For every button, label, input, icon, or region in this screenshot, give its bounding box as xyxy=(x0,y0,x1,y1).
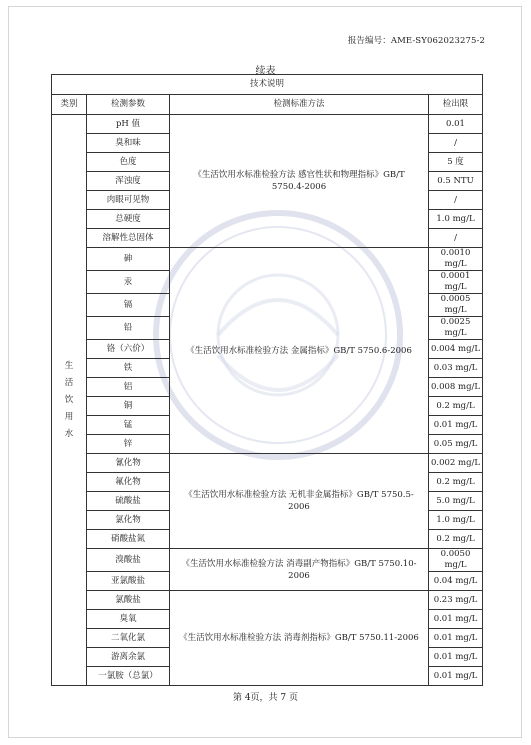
parameter-cell: 溶解性总固体 xyxy=(87,229,170,248)
parameter-cell: 肉眼可见物 xyxy=(87,191,170,210)
limit-cell: 0.2 mg/L xyxy=(429,397,483,416)
limit-cell: 0.01 mg/L xyxy=(429,648,483,667)
table-row xyxy=(52,115,483,134)
limit-cell: 0.0001 mg/L xyxy=(429,271,483,294)
limit-cell: 0.2 mg/L xyxy=(429,530,483,549)
method-cell: 《生活饮用水标准检验方法 消毒剂指标》GB/T 5750.11-2006 xyxy=(170,591,429,686)
parameter-cell: 铜 xyxy=(87,397,170,416)
limit-cell: 0.03 mg/L xyxy=(429,359,483,378)
parameter-cell: 臭和味 xyxy=(87,134,170,153)
col-header-category: 类别 xyxy=(52,95,87,115)
limit-cell: / xyxy=(429,191,483,210)
parameter-cell: 氯酸盐 xyxy=(87,591,170,610)
limit-cell: 0.004 mg/L xyxy=(429,340,483,359)
parameter-cell: 二氧化氯 xyxy=(87,629,170,648)
limit-cell: 0.01 mg/L xyxy=(429,416,483,435)
parameter-cell: 亚氯酸盐 xyxy=(87,572,170,591)
method-cell: 《生活饮用水标准检验方法 感官性状和物理指标》GB/T 5750.4-2006 xyxy=(170,115,429,248)
limit-cell: 0.5 NTU xyxy=(429,172,483,191)
parameter-cell: pH 值 xyxy=(87,115,170,134)
parameter-cell: 砷 xyxy=(87,248,170,271)
parameter-cell: 游离余氯 xyxy=(87,648,170,667)
limit-cell: 1.0 mg/L xyxy=(429,210,483,229)
parameter-cell: 色度 xyxy=(87,153,170,172)
limit-cell: 0.01 mg/L xyxy=(429,667,483,686)
parameter-cell: 铝 xyxy=(87,378,170,397)
parameter-cell: 硫酸盐 xyxy=(87,492,170,511)
table-row xyxy=(52,454,483,473)
parameter-cell: 硝酸盐氮 xyxy=(87,530,170,549)
parameter-cell: 铅 xyxy=(87,317,170,340)
limit-cell: 0.2 mg/L xyxy=(429,473,483,492)
parameter-cell: 锰 xyxy=(87,416,170,435)
limit-cell: 0.0025 mg/L xyxy=(429,317,483,340)
parameter-cell: 臭氧 xyxy=(87,610,170,629)
table-row xyxy=(52,591,483,610)
method-cell: 《生活饮用水标准检验方法 金属指标》GB/T 5750.6-2006 xyxy=(170,248,429,454)
limit-cell: 0.002 mg/L xyxy=(429,454,483,473)
page-title: 续表 xyxy=(255,66,276,77)
parameter-cell: 氯化物 xyxy=(87,511,170,530)
limit-cell: 1.0 mg/L xyxy=(429,511,483,530)
limit-cell: 0.01 mg/L xyxy=(429,610,483,629)
limit-cell: 0.0005 mg/L xyxy=(429,294,483,317)
col-header-limit: 检出限 xyxy=(429,95,483,115)
method-cell: 《生活饮用水标准检验方法 无机非金属指标》GB/T 5750.5-2006 xyxy=(170,454,429,549)
parameter-cell: 总硬度 xyxy=(87,210,170,229)
parameter-cell: 汞 xyxy=(87,271,170,294)
limit-cell: 0.0050 mg/L xyxy=(429,549,483,572)
parameter-cell: 氟化物 xyxy=(87,473,170,492)
parameter-cell: 镉 xyxy=(87,294,170,317)
limit-cell: 0.01 xyxy=(429,115,483,134)
col-header-parameter: 检测参数 xyxy=(87,95,170,115)
page-number: 第 4页，共 7 页 xyxy=(232,693,299,703)
limit-cell: 5 度 xyxy=(429,153,483,172)
parameter-cell: 一氯胺（总氯） xyxy=(87,667,170,686)
section-header: 技术说明 xyxy=(52,75,483,95)
report-number: 报告编号：AME-SY062023275-2 xyxy=(347,36,485,46)
method-cell: 《生活饮用水标准检验方法 消毒副产物指标》GB/T 5750.10-2006 xyxy=(170,549,429,591)
parameter-cell: 浑浊度 xyxy=(87,172,170,191)
col-header-method: 检测标准方法 xyxy=(170,95,429,115)
parameter-cell: 锌 xyxy=(87,435,170,454)
limit-cell: 0.01 mg/L xyxy=(429,629,483,648)
table-row xyxy=(52,248,483,271)
parameter-cell: 氰化物 xyxy=(87,454,170,473)
parameter-cell: 溴酸盐 xyxy=(87,549,170,572)
category-cell: 生 活 饮 用 水 xyxy=(52,115,87,686)
parameter-cell: 铁 xyxy=(87,359,170,378)
limit-cell: / xyxy=(429,229,483,248)
limit-cell: 0.008 mg/L xyxy=(429,378,483,397)
limit-cell: 0.04 mg/L xyxy=(429,572,483,591)
limit-cell: 5.0 mg/L xyxy=(429,492,483,511)
column-header-row xyxy=(52,95,483,115)
parameter-cell: 铬（六价） xyxy=(87,340,170,359)
table-row xyxy=(52,549,483,572)
tech-spec-table xyxy=(51,74,483,686)
limit-cell: 0.23 mg/L xyxy=(429,591,483,610)
limit-cell: 0.05 mg/L xyxy=(429,435,483,454)
limit-cell: 0.0010 mg/L xyxy=(429,248,483,271)
limit-cell: / xyxy=(429,134,483,153)
section-header-row xyxy=(52,75,483,95)
